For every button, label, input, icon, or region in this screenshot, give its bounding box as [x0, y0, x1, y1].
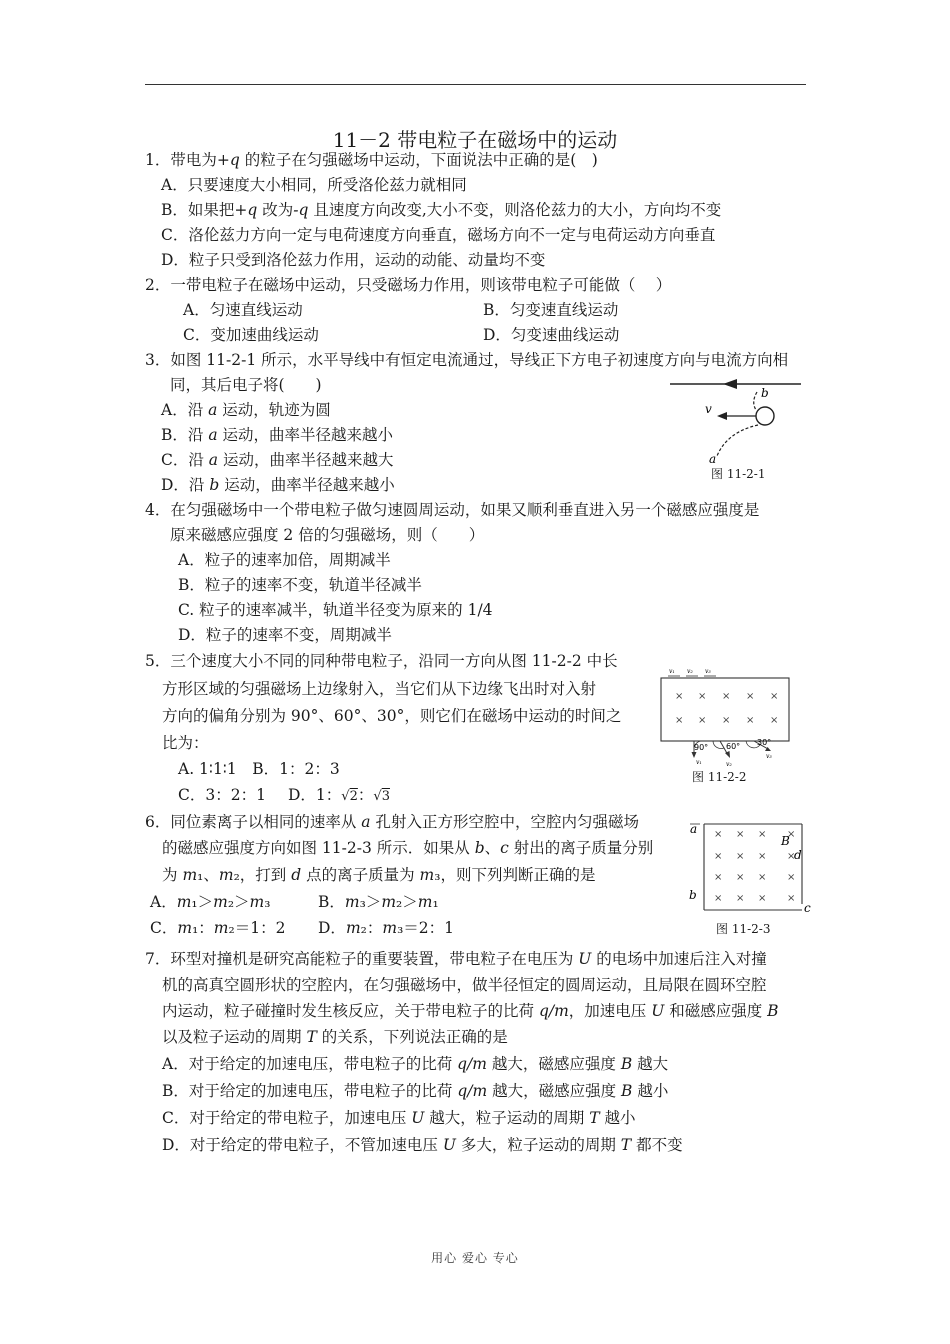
q7-stem-line3: 内运动，粒子碰撞时发生核反应，关于带电粒子的比荷 q/m，加速电压 U 和磁感应强度 B — [162, 1002, 779, 1020]
svg-text:×: × — [675, 691, 684, 702]
q1-option-b: B．如果把+q 改为-q 且速度方向改变,大小不变，则洛伦兹力的大小，方向均不变 — [161, 201, 722, 219]
svg-text:×: × — [714, 851, 723, 862]
q7-option-c: C．对于给定的带电粒子，加速电压 U 越大，粒子运动的周期 T 越小 — [162, 1109, 636, 1127]
q3-stem-line1: 3．如图 11-2-1 所示，水平导线中有恒定电流通过，导线正下方电子初速度方向与电流方向相 — [145, 351, 789, 369]
svg-text:×: × — [736, 851, 745, 862]
svg-text:v₁: v₁ — [669, 668, 675, 675]
svg-text:×: × — [746, 691, 755, 702]
svg-text:v₃: v₃ — [766, 753, 772, 760]
svg-text:×: × — [758, 893, 767, 904]
svg-text:×: × — [746, 715, 755, 726]
q6-option-b: B．m₃＞m₂＞m₁ — [318, 893, 439, 911]
svg-text:v₃: v₃ — [705, 668, 711, 675]
svg-text:×: × — [736, 893, 745, 904]
q6-option-c: C．m₁：m₂＝1：2 — [150, 919, 286, 937]
svg-text:60°: 60° — [726, 742, 741, 751]
q7-stem-line2: 机的高真空圆形状的空腔内，在匀强磁场中，做半径恒定的圆周运动，且局限在圆环空腔 — [162, 976, 767, 994]
q3-stem-line2: 同，其后电子将( ) — [170, 376, 322, 394]
svg-text:×: × — [787, 829, 796, 840]
figure-11-2-1 — [665, 372, 805, 470]
svg-text:×: × — [714, 893, 723, 904]
label-a: a — [690, 822, 698, 836]
q5-stem-line2: 方形区域的匀强磁场上边缘射入，当它们从下边缘飞出时对入射 — [162, 680, 597, 698]
figure-11-2-3-caption: 图 11-2-3 — [716, 922, 771, 936]
q4-stem-line1: 4．在匀强磁场中一个带电粒子做匀速圆周运动，如果又顺利垂直进入另一个磁感应强度是 — [145, 501, 760, 519]
q5-option-c: C．3：2：1 — [178, 786, 266, 804]
field-rectangle — [661, 678, 789, 741]
svg-text:v₂: v₂ — [687, 668, 693, 675]
svg-text:30°: 30° — [757, 738, 772, 747]
q6-stem-line2: 的磁感应强度方向如图 11-2-3 所示．如果从 b、c 射出的离子质量分别 — [162, 839, 654, 857]
svg-text:×: × — [722, 715, 731, 726]
q7-stem-line1: 7．环型对撞机是研究高能粒子的重要装置，带电粒子在电压为 U 的电场中加速后注入对撞 — [145, 950, 767, 968]
label-b: b — [761, 386, 769, 400]
page-footer: 用心 爱心 专心 — [431, 1251, 519, 1265]
svg-text:×: × — [770, 715, 779, 726]
q4-option-a: A．粒子的速率加倍，周期减半 — [178, 551, 391, 569]
deflection-angles — [694, 738, 771, 752]
q5-stem-line3: 方向的偏角分别为 90°、60°、30°，则它们在磁场中运动的时间之 — [162, 707, 622, 725]
svg-text:90°: 90° — [694, 743, 709, 752]
q2-option-a: A．匀速直线运动 — [183, 301, 303, 319]
svg-text:×: × — [675, 715, 684, 726]
q2-option-b: B．匀变速直线运动 — [483, 301, 619, 319]
label-d: d — [794, 848, 802, 862]
q3-option-a: A．沿 a 运动，轨迹为圆 — [161, 401, 331, 419]
svg-text:×: × — [736, 829, 745, 840]
path-a — [717, 425, 758, 456]
q5-stem-line1: 5．三个速度大小不同的同种带电粒子，沿同一方向从图 11-2-2 中长 — [145, 652, 618, 670]
q3-option-c: C．沿 a 运动，曲率半径越来越大 — [161, 451, 394, 469]
svg-text:×: × — [698, 691, 707, 702]
q2-stem: 2．一带电粒子在磁场中运动，只受磁场力作用，则该带电粒子可能做（ ） — [145, 276, 672, 294]
q5-option-d: D．1：√2：√3 — [288, 786, 390, 804]
svg-text:×: × — [787, 893, 796, 904]
svg-text:v₁: v₁ — [696, 759, 702, 766]
svg-text:×: × — [758, 872, 767, 883]
label-a: a — [709, 452, 717, 466]
q2-option-c: C．变加速曲线运动 — [183, 326, 319, 344]
current-arrow — [723, 379, 737, 389]
q5-stem-line4: 比为： — [162, 734, 209, 752]
path-b — [754, 392, 757, 410]
q1-stem: 1．带电为+q 的粒子在匀强磁场中运动，下面说法中正确的是( ) — [145, 151, 598, 169]
q1-option-d: D．粒子只受到洛伦兹力作用，运动的动能、动量均不变 — [161, 251, 546, 269]
figure-11-2-3 — [686, 818, 816, 916]
svg-text:v₂: v₂ — [726, 761, 732, 767]
page-title: 11－2 带电粒子在磁场中的运动 — [332, 128, 618, 152]
label-v: v — [705, 402, 712, 416]
q1-option-c: C．洛伦兹力方向一定与电荷速度方向垂直，磁场方向不一定与电荷运动方向垂直 — [161, 226, 716, 244]
q1-option-a: A．只要速度大小相同，所受洛伦兹力就相同 — [161, 176, 467, 194]
svg-text:×: × — [714, 829, 723, 840]
figure-11-2-1-caption: 图 11-2-1 — [711, 467, 766, 481]
q7-stem-line4: 以及粒子运动的周期 T 的关系，下列说法正确的是 — [162, 1028, 508, 1046]
svg-text:×: × — [758, 851, 767, 862]
label-c: c — [804, 901, 811, 915]
q7-option-a: A．对于给定的加速电压，带电粒子的比荷 q/m 越大，磁感应强度 B 越大 — [162, 1055, 669, 1073]
q6-option-d: D．m₂：m₃＝2：1 — [318, 919, 454, 937]
q4-stem-line2: 原来磁感应强度 2 倍的匀强磁场，则（ ） — [170, 526, 485, 544]
q5-options-ab: A. 1∶1∶1 B．1：2：3 — [178, 760, 340, 778]
velocity-arrow — [717, 412, 727, 420]
q6-option-a: A．m₁＞m₂＞m₃ — [150, 893, 271, 911]
q6-stem-line3: 为 m₁、m₂，打到 d 点的离子质量为 m₃，则下列判断正确的是 — [162, 866, 596, 884]
svg-text:×: × — [758, 829, 767, 840]
label-B: B — [781, 834, 790, 848]
svg-text:×: × — [787, 872, 796, 883]
svg-text:×: × — [736, 872, 745, 883]
q4-option-b: B．粒子的速率不变，轨道半径减半 — [178, 576, 422, 594]
svg-text:×: × — [698, 715, 707, 726]
electron-circle — [756, 407, 774, 425]
q4-option-d: D．粒子的速率不变，周期减半 — [178, 626, 392, 644]
q3-option-d: D．沿 b 运动，曲率半径越来越小 — [161, 476, 395, 494]
q4-option-c: C. 粒子的速率减半，轨道半径变为原来的 1/4 — [178, 601, 493, 619]
q7-option-d: D．对于给定的带电粒子，不管加速电压 U 多大，粒子运动的周期 T 都不变 — [162, 1136, 683, 1154]
q6-stem-line1: 6．同位素离子以相同的速率从 a 孔射入正方形空腔中，空腔内匀强磁场 — [145, 813, 639, 831]
header-rule — [145, 84, 806, 85]
svg-text:×: × — [770, 691, 779, 702]
svg-text:×: × — [714, 872, 723, 883]
q3-option-b: B．沿 a 运动，曲率半径越来越小 — [161, 426, 394, 444]
field-crosses — [675, 691, 778, 726]
svg-text:×: × — [787, 851, 796, 862]
figure-11-2-2-caption: 图 11-2-2 — [692, 770, 747, 784]
top-velocity-labels — [669, 668, 711, 675]
label-b: b — [689, 888, 697, 902]
bottom-velocity-labels — [696, 753, 772, 767]
q2-option-d: D．匀变速曲线运动 — [483, 326, 620, 344]
q7-option-b: B．对于给定的加速电压，带电粒子的比荷 q/m 越大，磁感应强度 B 越小 — [162, 1082, 669, 1100]
svg-text:×: × — [722, 691, 731, 702]
figure-11-2-2 — [658, 665, 793, 767]
